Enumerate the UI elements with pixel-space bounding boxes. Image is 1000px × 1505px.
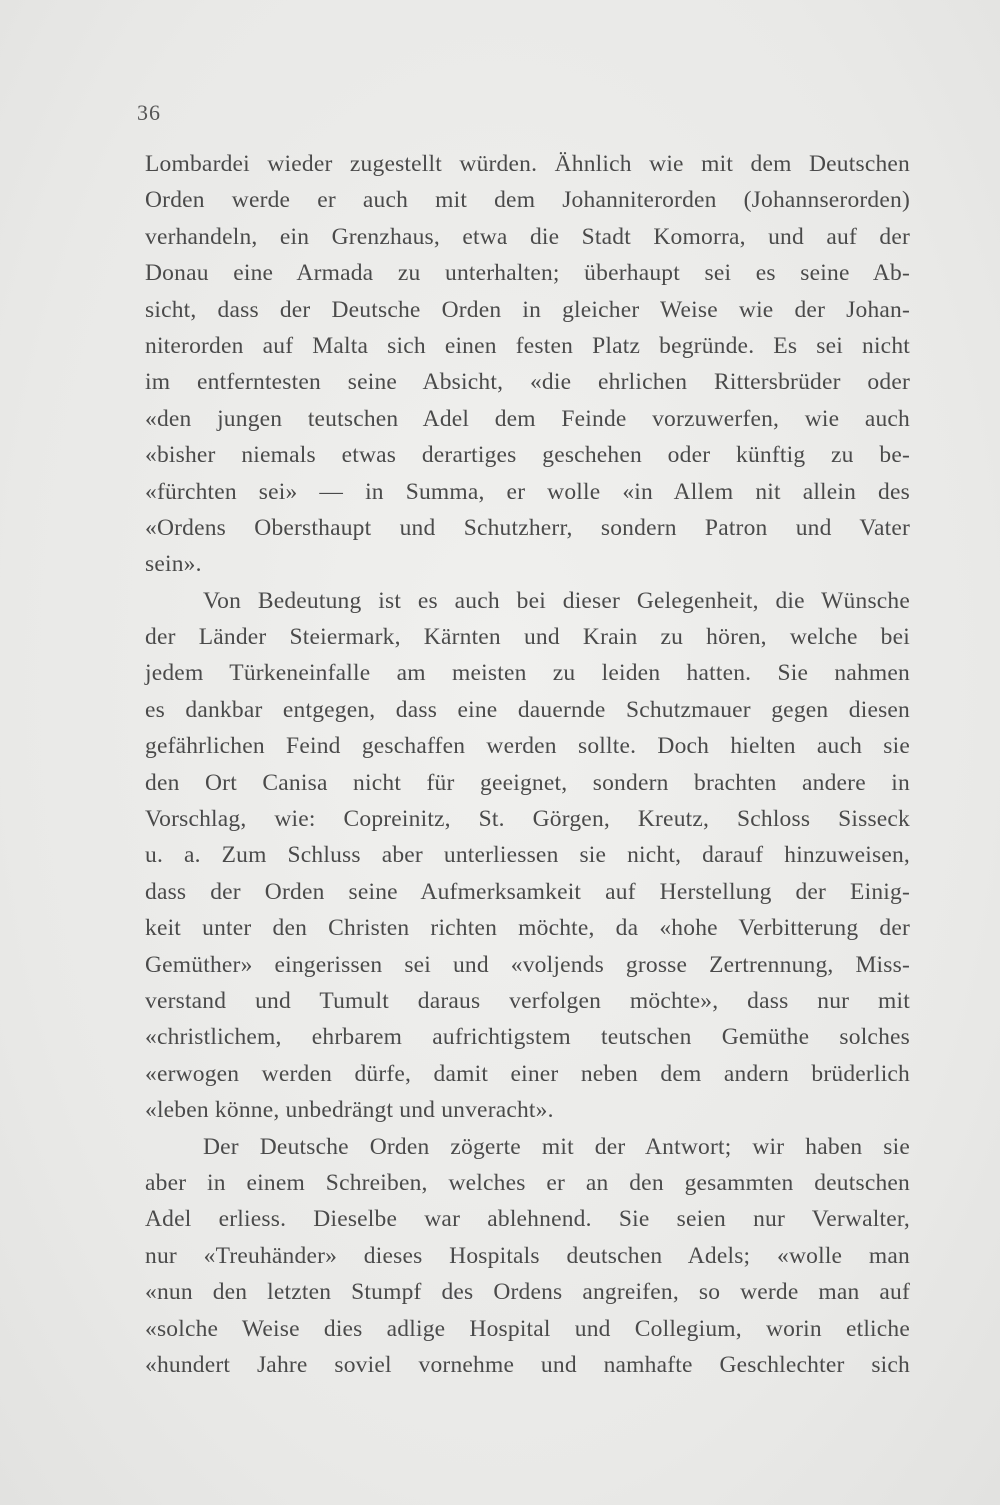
text-line: verstand und Tumult daraus verfolgen möchte», dass nur mit [145, 987, 910, 1014]
text-line: es dankbar entgegen, dass eine dauernde Schutzmauer gegen diesen [145, 696, 910, 723]
text-line: Adel erliess. Dieselbe war ablehnend. Sie seien nur Verwalter, [145, 1206, 910, 1233]
text-line: «fürchten sei» — in Summa, er wolle «in Allem nit allein des [145, 478, 910, 505]
text-line: «bisher niemals etwas derartiges geschehen oder künftig zu be- [145, 442, 910, 469]
text-line: im entferntesten seine Absicht, «die ehrlichen Rittersbrüder oder [145, 369, 910, 396]
text-line: Gemüther» eingerissen sei und «voljends grosse Zertrennung, Miss- [145, 951, 910, 978]
text-line: den Ort Canisa nicht für geeignet, sondern brachten andere in [145, 769, 910, 796]
text-line: u. a. Zum Schluss aber unterliessen sie nicht, darauf hinzuweisen, [145, 842, 910, 869]
text-line: keit unter den Christen richten möchte, da «hohe Verbitterung der [145, 915, 910, 942]
page-number: 36 [137, 100, 161, 125]
text-line: Von Bedeutung ist es auch bei dieser Gelegenheit, die Wünsche [203, 587, 910, 614]
text-line: «Ordens Obersthaupt und Schutzherr, sondern Patron und Vater [145, 514, 910, 541]
text-line: verhandeln, ein Grenzhaus, etwa die Stadt Komorra, und auf der [145, 223, 910, 250]
text-line: dass der Orden seine Aufmerksamkeit auf Herstellung der Einig- [145, 878, 910, 905]
text-line: sein». [145, 551, 202, 578]
text-line: der Länder Steiermark, Kärnten und Krain zu hören, welche bei [145, 624, 910, 651]
text-line: aber in einem Schreiben, welches er an den gesammten deutschen [145, 1169, 910, 1196]
text-line: niterorden auf Malta sich einen festen Platz begründe. Es sei nicht [145, 332, 910, 359]
text-line: «nun den letzten Stumpf des Ordens angreifen, so werde man auf [145, 1279, 910, 1306]
body-text [145, 146, 910, 1383]
text-line: «erwogen werden dürfe, damit einer neben dem andern brüderlich [145, 1060, 910, 1087]
text-line: jedem Türkeneinfalle am meisten zu leiden hatten. Sie nahmen [145, 660, 910, 687]
text-line: Orden werde er auch mit dem Johanniterorden (Johannserorden) [145, 187, 910, 214]
text-line: Der Deutsche Orden zögerte mit der Antwort; wir haben sie [203, 1133, 910, 1160]
text-line: sicht, dass der Deutsche Orden in gleicher Weise wie der Johan- [145, 296, 910, 323]
text-line: Lombardei wieder zugestellt würden. Ähnlich wie mit dem Deutschen [145, 151, 910, 177]
text-line: «leben könne, unbedrängt und unveracht». [145, 1097, 554, 1124]
text-line: «den jungen teutschen Adel dem Feinde vorzuwerfen, wie auch [145, 405, 910, 432]
text-line: nur «Treuhänder» dieses Hospitals deutschen Adels; «wolle man [145, 1242, 910, 1269]
text-line: «solche Weise dies adlige Hospital und Collegium, worin etliche [145, 1315, 910, 1342]
text-line: «christlichem, ehrbarem aufrichtigstem teutschen Gemüthe solches [145, 1024, 910, 1051]
text-line: Donau eine Armada zu unterhalten; überhaupt sei es seine Ab- [145, 260, 910, 287]
text-line: «hundert Jahre soviel vornehme und namhafte Geschlechter sich [145, 1351, 910, 1378]
text-line: gefährlichen Feind geschaffen werden sollte. Doch hielten auch sie [145, 733, 910, 760]
text-line: Vorschlag, wie: Copreinitz, St. Görgen, Kreutz, Schloss Sisseck [145, 806, 910, 833]
